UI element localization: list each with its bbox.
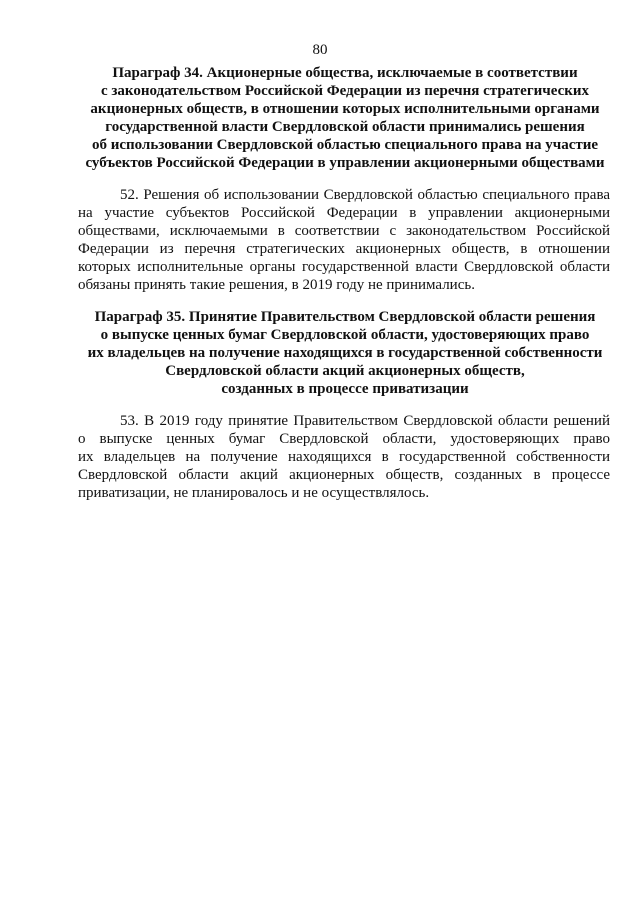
heading-line: акционерных обществ, в отношении которых исполнительными органами <box>90 101 600 117</box>
paragraph-line: Свердловской области акций акционерных обществ, созданных в процессе <box>78 467 610 483</box>
heading-line: об использовании Свердловской областью специального права на участие <box>91 137 599 153</box>
paragraph-line: на участие субъектов Российской Федерации в управлении акционерными <box>78 205 610 221</box>
paragraph-line: 53. В 2019 году принятие Правительством Свердловской области решений <box>120 413 610 429</box>
paragraph-line: о выпуске ценных бумаг Свердловской области, удостоверяющих право <box>78 431 610 447</box>
section-34-heading <box>60 64 630 172</box>
heading-line: их владельцев на получение находящихся в государственной собственности <box>87 345 603 361</box>
heading-line: с законодательством Российской Федерации из перечня стратегических <box>100 83 590 99</box>
paragraph-line: Федерации из перечня стратегических акционерных обществ, в отношении <box>78 241 610 257</box>
paragraph-line: обязаны принять такие решения, в 2019 году не принимались. <box>78 277 475 293</box>
heading-line: Свердловской области акций акционерных обществ, <box>165 363 525 379</box>
paragraph-line: которых исполнительные органы государственной власти Свердловской области <box>78 259 610 275</box>
paragraph-line: 52. Решения об использовании Свердловской областью специального права <box>120 187 610 203</box>
page-number: 80 <box>312 42 328 58</box>
paragraph-52 <box>78 186 610 294</box>
section-35-heading <box>60 308 630 398</box>
heading-line: субъектов Российской Федерации в управлении акционерными обществами <box>85 155 605 171</box>
paragraph-line: обществами, исключаемыми в соответствии с законодательством Российской <box>78 223 610 239</box>
paragraph-53 <box>78 412 610 502</box>
heading-line: о выпуске ценных бумаг Свердловской области, удостоверяющих право <box>100 327 590 343</box>
heading-line: созданных в процессе приватизации <box>221 381 469 397</box>
paragraph-line: приватизации, не планировалось и не осуществлялось. <box>78 485 430 501</box>
paragraph-line: их владельцев на получение находящихся в государственной собственности <box>78 449 610 465</box>
heading-line: государственной власти Свердловской области принимались решения <box>105 119 585 135</box>
heading-line: Параграф 34. Акционерные общества, исключаемые в соответствии <box>112 65 578 81</box>
heading-line: Параграф 35. Принятие Правительством Свердловской области решения <box>94 309 596 325</box>
